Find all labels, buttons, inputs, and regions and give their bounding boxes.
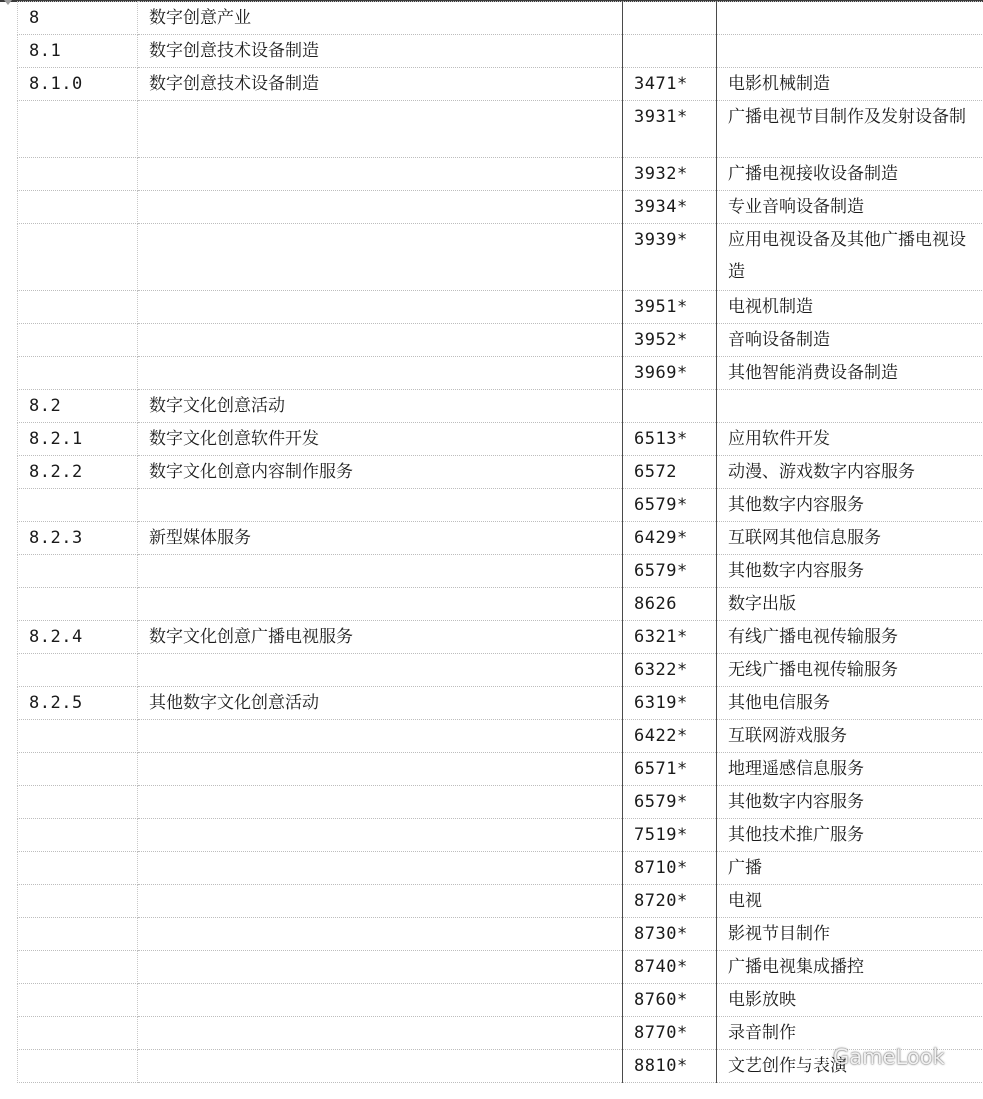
industry-name-cell [717, 224, 983, 291]
industry-code-cell [623, 390, 717, 423]
industry-name-cell: 电视机制造 [717, 291, 983, 324]
industry-code-cell: 6571* [623, 753, 717, 786]
industry-code-cell: 6321* [623, 621, 717, 654]
industry-name-cell: 录音制作 [717, 1017, 983, 1050]
category-code-cell [18, 885, 138, 918]
category-name-cell [138, 489, 623, 522]
category-name-cell: 数字创意技术设备制造 [138, 35, 623, 68]
category-name-cell [138, 191, 623, 224]
industry-code-cell: 3471* [623, 68, 717, 101]
watermark-text: GameLook [833, 1045, 945, 1069]
industry-name-cell: 其他数字内容服务 [717, 786, 983, 819]
category-name-cell: 其他数字文化创意活动 [138, 687, 623, 720]
category-code-cell [18, 489, 138, 522]
table-row [18, 885, 983, 918]
table-row [18, 522, 983, 555]
table-row [18, 101, 983, 158]
category-code-cell: 8.2.3 [18, 522, 138, 555]
industry-name-cell [717, 35, 983, 68]
industry-code-cell: 8740* [623, 951, 717, 984]
table-row [18, 191, 983, 224]
industry-code-cell: 6579* [623, 489, 717, 522]
industry-name-cell: 有线广播电视传输服务 [717, 621, 983, 654]
industry-name-cell [717, 390, 983, 423]
industry-name-cell: 其他数字内容服务 [717, 555, 983, 588]
category-name-cell [138, 852, 623, 885]
table-row [18, 357, 983, 390]
table-row [18, 588, 983, 621]
industry-name-cell: 广播电视接收设备制造 [717, 158, 983, 191]
table-row [18, 720, 983, 753]
industry-code-cell: 6579* [623, 786, 717, 819]
industry-code-cell: 3969* [623, 357, 717, 390]
table-row [18, 390, 983, 423]
category-code-cell: 8.2.4 [18, 621, 138, 654]
table-row [18, 819, 983, 852]
category-code-cell [18, 984, 138, 1017]
category-code-cell [18, 291, 138, 324]
industry-code-cell: 3951* [623, 291, 717, 324]
category-code-cell [18, 224, 138, 291]
category-name-cell: 数字文化创意广播电视服务 [138, 621, 623, 654]
category-code-cell [18, 852, 138, 885]
industry-code-cell: 3952* [623, 324, 717, 357]
industry-code-cell: 3934* [623, 191, 717, 224]
category-code-cell [18, 191, 138, 224]
category-name-cell: 数字创意产业 [138, 2, 623, 35]
table-row [18, 687, 983, 720]
industry-code-cell: 8626 [623, 588, 717, 621]
category-code-cell [18, 357, 138, 390]
industry-name-cell: 电视 [717, 885, 983, 918]
category-name-cell [138, 1017, 623, 1050]
category-name-cell [138, 1050, 623, 1083]
category-name-cell [138, 224, 623, 291]
category-name-cell [138, 291, 623, 324]
table-row [18, 423, 983, 456]
category-name-cell [138, 101, 623, 158]
industry-code-cell: 8730* [623, 918, 717, 951]
category-name-cell: 新型媒体服务 [138, 522, 623, 555]
category-name-cell [138, 885, 623, 918]
industry-code-cell [623, 2, 717, 35]
industry-code-cell: 8720* [623, 885, 717, 918]
industry-name-cell: 其他技术推广服务 [717, 819, 983, 852]
industry-name-cell: 广播电视节目制作及发射设备制 [717, 101, 983, 158]
category-code-cell: 8.2.5 [18, 687, 138, 720]
table-row [18, 654, 983, 687]
table-row [18, 852, 983, 885]
table-row [18, 2, 983, 35]
category-code-cell [18, 720, 138, 753]
industry-name-cell: 音响设备制造 [717, 324, 983, 357]
industry-name-cell: 无线广播电视传输服务 [717, 654, 983, 687]
industry-code-cell: 6572 [623, 456, 717, 489]
industry-name-cell: 数字出版 [717, 588, 983, 621]
category-code-cell [18, 1017, 138, 1050]
category-code-cell [18, 753, 138, 786]
category-code-cell: 8.2.1 [18, 423, 138, 456]
industry-code-cell: 6322* [623, 654, 717, 687]
industry-name-cell: 互联网游戏服务 [717, 720, 983, 753]
category-code-cell [18, 819, 138, 852]
industry-name-line: 造 [728, 262, 745, 282]
category-name-cell [138, 158, 623, 191]
category-code-cell: 8.2.2 [18, 456, 138, 489]
industry-code-cell: 6579* [623, 555, 717, 588]
industry-code-cell: 3939* [623, 224, 717, 291]
category-name-cell [138, 753, 623, 786]
table-row [18, 753, 983, 786]
category-name-cell [138, 555, 623, 588]
industry-name-cell: 影视节目制作 [717, 918, 983, 951]
table-row [18, 158, 983, 191]
category-name-cell [138, 786, 623, 819]
industry-name-line: 应用电视设备及其他广播电视设 [728, 230, 966, 250]
wechat-icon [801, 1046, 827, 1068]
industry-code-cell: 6513* [623, 423, 717, 456]
table-row [18, 918, 983, 951]
table-row [18, 621, 983, 654]
category-code-cell [18, 918, 138, 951]
industry-name-cell: 其他电信服务 [717, 687, 983, 720]
category-code-cell [18, 158, 138, 191]
category-code-cell [18, 654, 138, 687]
table-row [18, 68, 983, 101]
category-code-cell [18, 101, 138, 158]
table-row [18, 984, 983, 1017]
industry-name-cell: 地理遥感信息服务 [717, 753, 983, 786]
column-marker-icon [4, 0, 12, 5]
category-name-cell: 数字创意技术设备制造 [138, 68, 623, 101]
industry-name-cell: 动漫、游戏数字内容服务 [717, 456, 983, 489]
industry-name-cell: 文艺创作与表演 [717, 1050, 983, 1083]
category-name-cell [138, 357, 623, 390]
table-row [18, 786, 983, 819]
industry-code-cell: 6422* [623, 720, 717, 753]
industry-code-cell: 8710* [623, 852, 717, 885]
category-name-cell [138, 654, 623, 687]
industry-code-cell: 3931* [623, 101, 717, 158]
industry-name-cell: 电影机械制造 [717, 68, 983, 101]
category-name-cell [138, 720, 623, 753]
industry-name-cell: 其他数字内容服务 [717, 489, 983, 522]
industry-code-cell: 6429* [623, 522, 717, 555]
industry-name-cell: 其他智能消费设备制造 [717, 357, 983, 390]
industry-code-cell [623, 35, 717, 68]
category-name-cell [138, 324, 623, 357]
category-name-cell: 数字文化创意内容制作服务 [138, 456, 623, 489]
category-name-cell: 数字文化创意软件开发 [138, 423, 623, 456]
category-code-cell [18, 555, 138, 588]
table-row [18, 456, 983, 489]
industry-code-cell: 8770* [623, 1017, 717, 1050]
category-name-cell [138, 819, 623, 852]
category-name-cell [138, 951, 623, 984]
industry-name-cell: 广播 [717, 852, 983, 885]
industry-name-cell: 广播电视集成播控 [717, 951, 983, 984]
category-code-cell [18, 588, 138, 621]
watermark [801, 1045, 945, 1069]
industry-name-cell [717, 2, 983, 35]
industry-code-cell: 8760* [623, 984, 717, 1017]
industry-code-cell: 7519* [623, 819, 717, 852]
table-row [18, 324, 983, 357]
category-name-cell: 数字文化创意活动 [138, 390, 623, 423]
category-code-cell [18, 324, 138, 357]
industry-name-cell: 互联网其他信息服务 [717, 522, 983, 555]
category-code-cell [18, 786, 138, 819]
industry-code-cell: 8810* [623, 1050, 717, 1083]
category-name-cell [138, 918, 623, 951]
table-row [18, 291, 983, 324]
category-code-cell [18, 951, 138, 984]
category-code-cell [18, 1050, 138, 1083]
category-code-cell: 8.1.0 [18, 68, 138, 101]
category-name-cell [138, 984, 623, 1017]
table-row [18, 489, 983, 522]
industry-name-cell: 应用软件开发 [717, 423, 983, 456]
table-row [18, 555, 983, 588]
category-name-cell [138, 588, 623, 621]
category-code-cell: 8 [18, 2, 138, 35]
table-row [18, 224, 983, 291]
category-code-cell: 8.2 [18, 390, 138, 423]
classification-table [17, 1, 983, 1083]
industry-code-cell: 3932* [623, 158, 717, 191]
table-row [18, 951, 983, 984]
industry-code-cell: 6319* [623, 687, 717, 720]
category-code-cell: 8.1 [18, 35, 138, 68]
industry-name-cell: 电影放映 [717, 984, 983, 1017]
industry-name-cell: 专业音响设备制造 [717, 191, 983, 224]
table-row [18, 35, 983, 68]
